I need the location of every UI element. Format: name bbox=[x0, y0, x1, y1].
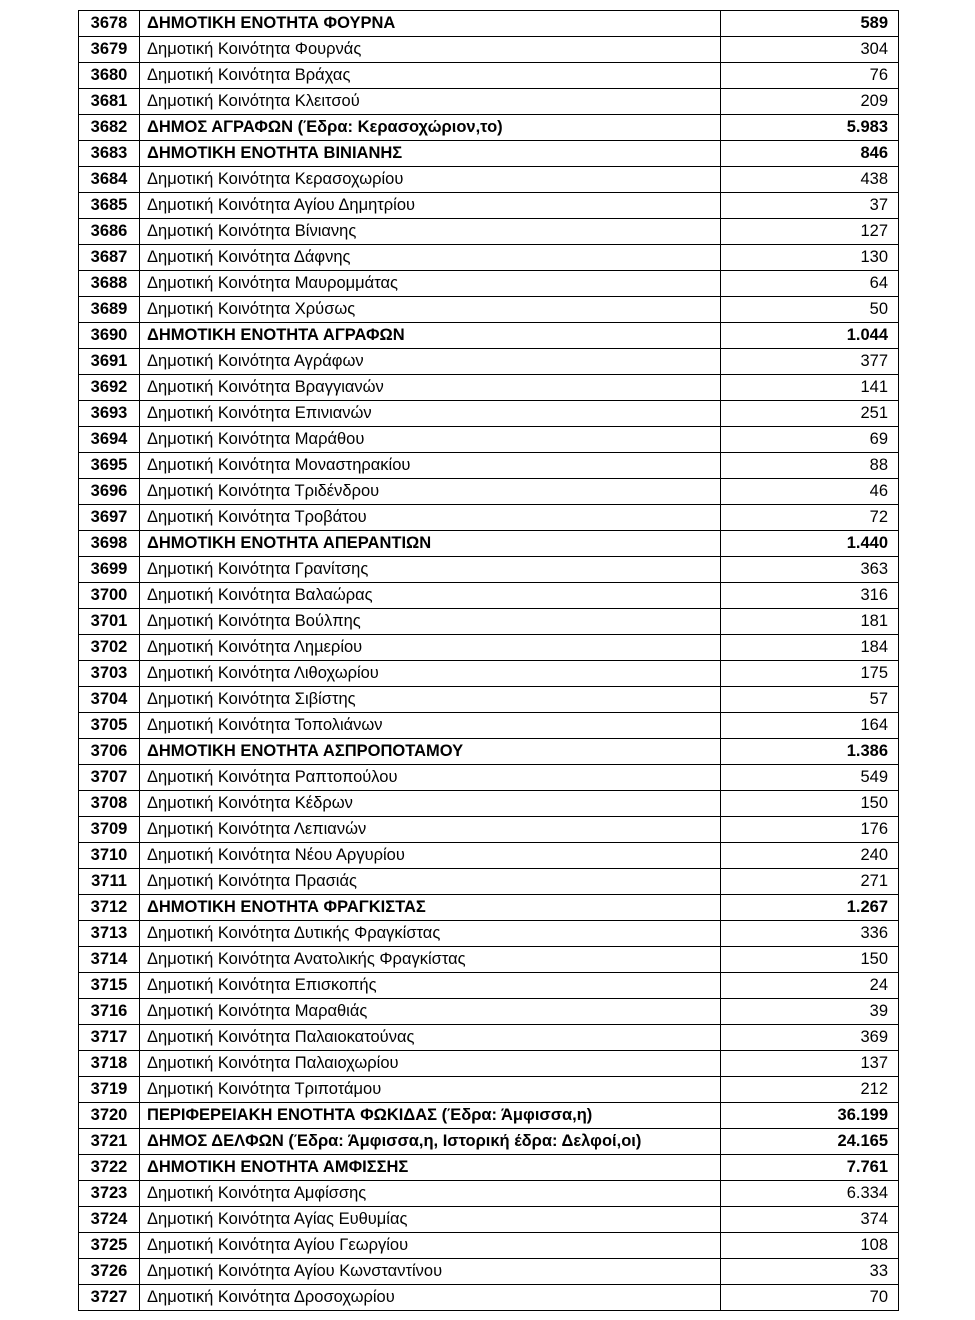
row-population: 846 bbox=[721, 141, 899, 167]
row-name: Δημοτική Κοινότητα Αγίου Κωνσταντίνου bbox=[140, 1259, 721, 1285]
row-code: 3682 bbox=[79, 115, 140, 141]
row-name: Δημοτική Κοινότητα Αγράφων bbox=[140, 349, 721, 375]
row-population: 37 bbox=[721, 193, 899, 219]
row-code: 3705 bbox=[79, 713, 140, 739]
row-name: Δημοτική Κοινότητα Γρανίτσης bbox=[140, 557, 721, 583]
row-code: 3717 bbox=[79, 1025, 140, 1051]
row-code: 3715 bbox=[79, 973, 140, 999]
table-row bbox=[79, 557, 899, 583]
table-row bbox=[79, 271, 899, 297]
row-name: Δημοτική Κοινότητα Ραπτοπούλου bbox=[140, 765, 721, 791]
row-code: 3690 bbox=[79, 323, 140, 349]
row-name: Δημοτική Κοινότητα Αγίου Δημητρίου bbox=[140, 193, 721, 219]
row-population: 64 bbox=[721, 271, 899, 297]
table-row bbox=[79, 505, 899, 531]
table-row bbox=[79, 583, 899, 609]
row-code: 3695 bbox=[79, 453, 140, 479]
row-name: Δημοτική Κοινότητα Φουρνάς bbox=[140, 37, 721, 63]
table-row bbox=[79, 1129, 899, 1155]
row-code: 3681 bbox=[79, 89, 140, 115]
row-name: Δημοτική Κοινότητα Ληµερίου bbox=[140, 635, 721, 661]
row-name: Δημοτική Κοινότητα Δάφνης bbox=[140, 245, 721, 271]
row-code: 3704 bbox=[79, 687, 140, 713]
table-row bbox=[79, 791, 899, 817]
row-name: ΔΗΜΟΤΙΚΗ ΕΝΟΤΗΤΑ ΑΣΠΡΟΠΟΤΑΜΟΥ bbox=[140, 739, 721, 765]
row-code: 3727 bbox=[79, 1285, 140, 1311]
table-row bbox=[79, 1025, 899, 1051]
row-name: Δημοτική Κοινότητα Βίνιανης bbox=[140, 219, 721, 245]
row-population: 33 bbox=[721, 1259, 899, 1285]
row-population: 181 bbox=[721, 609, 899, 635]
row-population: 316 bbox=[721, 583, 899, 609]
row-name: Δημοτική Κοινότητα Βράχας bbox=[140, 63, 721, 89]
row-code: 3714 bbox=[79, 947, 140, 973]
table-row bbox=[79, 375, 899, 401]
table-row bbox=[79, 323, 899, 349]
row-population: 336 bbox=[721, 921, 899, 947]
row-code: 3720 bbox=[79, 1103, 140, 1129]
row-code: 3694 bbox=[79, 427, 140, 453]
table-row bbox=[79, 817, 899, 843]
table-row bbox=[79, 609, 899, 635]
table-row bbox=[79, 843, 899, 869]
row-code: 3721 bbox=[79, 1129, 140, 1155]
row-code: 3702 bbox=[79, 635, 140, 661]
row-name: Δημοτική Κοινότητα Μοναστηρακίου bbox=[140, 453, 721, 479]
table-row bbox=[79, 401, 899, 427]
table-row bbox=[79, 1285, 899, 1311]
row-name: Δημοτική Κοινότητα Αγίου Γεωργίου bbox=[140, 1233, 721, 1259]
row-name: Δημοτική Κοινότητα Πρασιάς bbox=[140, 869, 721, 895]
table-row bbox=[79, 921, 899, 947]
row-name: Δημοτική Κοινότητα Παλαιοχωρίου bbox=[140, 1051, 721, 1077]
row-population: 438 bbox=[721, 167, 899, 193]
table-row bbox=[79, 427, 899, 453]
row-name: Δημοτική Κοινότητα Επινιανών bbox=[140, 401, 721, 427]
row-code: 3683 bbox=[79, 141, 140, 167]
table-row bbox=[79, 63, 899, 89]
row-code: 3680 bbox=[79, 63, 140, 89]
row-population: 212 bbox=[721, 1077, 899, 1103]
row-code: 3698 bbox=[79, 531, 140, 557]
row-population: 141 bbox=[721, 375, 899, 401]
row-population: 127 bbox=[721, 219, 899, 245]
row-name: Δημοτική Κοινότητα Παλαιοκατούνας bbox=[140, 1025, 721, 1051]
table-row bbox=[79, 739, 899, 765]
table-row bbox=[79, 219, 899, 245]
row-population: 88 bbox=[721, 453, 899, 479]
row-code: 3711 bbox=[79, 869, 140, 895]
table-body bbox=[79, 11, 899, 1311]
row-code: 3709 bbox=[79, 817, 140, 843]
row-name: Δημοτική Κοινότητα Κλειτσού bbox=[140, 89, 721, 115]
table-row bbox=[79, 1233, 899, 1259]
table-row bbox=[79, 1207, 899, 1233]
row-population: 369 bbox=[721, 1025, 899, 1051]
table-row bbox=[79, 115, 899, 141]
row-code: 3716 bbox=[79, 999, 140, 1025]
row-code: 3700 bbox=[79, 583, 140, 609]
row-name: ΔΗΜΟΤΙΚΗ ΕΝΟΤΗΤΑ ΑΓΡΑΦΩΝ bbox=[140, 323, 721, 349]
table-row bbox=[79, 687, 899, 713]
row-name: Δημοτική Κοινότητα Μαράθου bbox=[140, 427, 721, 453]
row-population: 549 bbox=[721, 765, 899, 791]
row-code: 3688 bbox=[79, 271, 140, 297]
row-name: ΔΗΜΟΤΙΚΗ ΕΝΟΤΗΤΑ ΒΙΝΙΑΝΗΣ bbox=[140, 141, 721, 167]
row-population: 39 bbox=[721, 999, 899, 1025]
row-name: Δημοτική Κοινότητα Λιθοχωρίου bbox=[140, 661, 721, 687]
row-code: 3703 bbox=[79, 661, 140, 687]
row-name: Δημοτική Κοινότητα Βούλπης bbox=[140, 609, 721, 635]
row-code: 3686 bbox=[79, 219, 140, 245]
row-name: Δημοτική Κοινότητα Ανατολικής Φραγκίστας bbox=[140, 947, 721, 973]
table-row bbox=[79, 947, 899, 973]
row-code: 3707 bbox=[79, 765, 140, 791]
row-population: 1.386 bbox=[721, 739, 899, 765]
row-population: 304 bbox=[721, 37, 899, 63]
row-population: 108 bbox=[721, 1233, 899, 1259]
row-population: 209 bbox=[721, 89, 899, 115]
table-row bbox=[79, 765, 899, 791]
row-name: Δημοτική Κοινότητα Λεπιανών bbox=[140, 817, 721, 843]
row-name: ΠΕΡΙΦΕΡΕΙΑΚΗ ΕΝΟΤΗΤΑ ΦΩΚΙΔΑΣ (Έδρα: Άμφισσα,η) bbox=[140, 1103, 721, 1129]
table-row bbox=[79, 713, 899, 739]
row-population: 251 bbox=[721, 401, 899, 427]
row-name: Δημοτική Κοινότητα Κερασοχωρίου bbox=[140, 167, 721, 193]
row-code: 3696 bbox=[79, 479, 140, 505]
row-name: Δημοτική Κοινότητα Σιβίστης bbox=[140, 687, 721, 713]
row-code: 3697 bbox=[79, 505, 140, 531]
row-population: 1.440 bbox=[721, 531, 899, 557]
table-row bbox=[79, 1051, 899, 1077]
row-code: 3693 bbox=[79, 401, 140, 427]
row-code: 3706 bbox=[79, 739, 140, 765]
row-population: 7.761 bbox=[721, 1155, 899, 1181]
table-row bbox=[79, 37, 899, 63]
table-row bbox=[79, 297, 899, 323]
row-name: ΔΗΜΟΣ ΑΓΡΑΦΩΝ (Έδρα: Κερασοχώριον,το) bbox=[140, 115, 721, 141]
row-name: Δημοτική Κοινότητα Δροσοχωρίου bbox=[140, 1285, 721, 1311]
row-code: 3725 bbox=[79, 1233, 140, 1259]
row-population: 24.165 bbox=[721, 1129, 899, 1155]
row-code: 3689 bbox=[79, 297, 140, 323]
row-name: Δημοτική Κοινότητα Μαραθιάς bbox=[140, 999, 721, 1025]
row-population: 24 bbox=[721, 973, 899, 999]
table-row bbox=[79, 973, 899, 999]
row-name: Δημοτική Κοινότητα Κέδρων bbox=[140, 791, 721, 817]
row-code: 3724 bbox=[79, 1207, 140, 1233]
table-row bbox=[79, 869, 899, 895]
row-name: ΔΗΜΟΤΙΚΗ ΕΝΟΤΗΤΑ ΑΠΕΡΑΝΤΙΩΝ bbox=[140, 531, 721, 557]
row-code: 3712 bbox=[79, 895, 140, 921]
table-row bbox=[79, 141, 899, 167]
row-code: 3685 bbox=[79, 193, 140, 219]
table-row bbox=[79, 635, 899, 661]
table-row bbox=[79, 167, 899, 193]
row-name: Δημοτική Κοινότητα Χρύσως bbox=[140, 297, 721, 323]
row-code: 3691 bbox=[79, 349, 140, 375]
row-code: 3699 bbox=[79, 557, 140, 583]
table-row bbox=[79, 245, 899, 271]
row-code: 3713 bbox=[79, 921, 140, 947]
row-code: 3722 bbox=[79, 1155, 140, 1181]
row-population: 271 bbox=[721, 869, 899, 895]
row-population: 70 bbox=[721, 1285, 899, 1311]
table-row bbox=[79, 349, 899, 375]
row-population: 589 bbox=[721, 11, 899, 37]
table-row bbox=[79, 193, 899, 219]
row-population: 377 bbox=[721, 349, 899, 375]
row-name: Δημοτική Κοινότητα Βραγγιανών bbox=[140, 375, 721, 401]
row-name: Δημοτική Κοινότητα Επισκοπής bbox=[140, 973, 721, 999]
row-name: Δημοτική Κοινότητα Τριδένδρου bbox=[140, 479, 721, 505]
table-row bbox=[79, 531, 899, 557]
row-population: 363 bbox=[721, 557, 899, 583]
row-name: ΔΗΜΟΤΙΚΗ ΕΝΟΤΗΤΑ ΦΡΑΓΚΙΣΤΑΣ bbox=[140, 895, 721, 921]
row-population: 76 bbox=[721, 63, 899, 89]
table-row bbox=[79, 661, 899, 687]
row-population: 57 bbox=[721, 687, 899, 713]
row-name: Δημοτική Κοινότητα Αμφίσσης bbox=[140, 1181, 721, 1207]
row-code: 3679 bbox=[79, 37, 140, 63]
row-code: 3726 bbox=[79, 1259, 140, 1285]
row-code: 3684 bbox=[79, 167, 140, 193]
row-name: Δημοτική Κοινότητα Τοπολιάνων bbox=[140, 713, 721, 739]
row-population: 72 bbox=[721, 505, 899, 531]
row-population: 150 bbox=[721, 947, 899, 973]
row-population: 36.199 bbox=[721, 1103, 899, 1129]
table-row bbox=[79, 1077, 899, 1103]
row-population: 6.334 bbox=[721, 1181, 899, 1207]
row-code: 3687 bbox=[79, 245, 140, 271]
row-code: 3710 bbox=[79, 843, 140, 869]
table-row bbox=[79, 1181, 899, 1207]
row-code: 3678 bbox=[79, 11, 140, 37]
population-table bbox=[78, 10, 899, 1311]
row-name: ΔΗΜΟΤΙΚΗ ΕΝΟΤΗΤΑ ΦΟΥΡΝΑ bbox=[140, 11, 721, 37]
table-row bbox=[79, 479, 899, 505]
row-code: 3708 bbox=[79, 791, 140, 817]
row-population: 69 bbox=[721, 427, 899, 453]
row-population: 5.983 bbox=[721, 115, 899, 141]
row-population: 164 bbox=[721, 713, 899, 739]
row-population: 46 bbox=[721, 479, 899, 505]
row-code: 3692 bbox=[79, 375, 140, 401]
table-row bbox=[79, 895, 899, 921]
row-name: Δημοτική Κοινότητα Δυτικής Φραγκίστας bbox=[140, 921, 721, 947]
row-population: 150 bbox=[721, 791, 899, 817]
row-population: 184 bbox=[721, 635, 899, 661]
row-name: Δημοτική Κοινότητα Τριποτάμου bbox=[140, 1077, 721, 1103]
row-name: ΔΗΜΟΤΙΚΗ ΕΝΟΤΗΤΑ ΑΜΦΙΣΣΗΣ bbox=[140, 1155, 721, 1181]
row-code: 3701 bbox=[79, 609, 140, 635]
table-row bbox=[79, 1155, 899, 1181]
table-row bbox=[79, 1259, 899, 1285]
row-name: ΔΗΜΟΣ ΔΕΛΦΩΝ (Έδρα: Άμφισσα,η, Ιστορική έδρα: Δελφοί,οι) bbox=[140, 1129, 721, 1155]
row-name: Δημοτική Κοινότητα Νέου Αργυρίου bbox=[140, 843, 721, 869]
row-population: 175 bbox=[721, 661, 899, 687]
row-code: 3719 bbox=[79, 1077, 140, 1103]
row-population: 176 bbox=[721, 817, 899, 843]
table-row bbox=[79, 999, 899, 1025]
table-row bbox=[79, 453, 899, 479]
table-row bbox=[79, 89, 899, 115]
row-population: 374 bbox=[721, 1207, 899, 1233]
row-population: 50 bbox=[721, 297, 899, 323]
row-population: 1.267 bbox=[721, 895, 899, 921]
row-population: 137 bbox=[721, 1051, 899, 1077]
row-code: 3718 bbox=[79, 1051, 140, 1077]
row-name: Δημοτική Κοινότητα Μαυρομμάτας bbox=[140, 271, 721, 297]
row-population: 1.044 bbox=[721, 323, 899, 349]
row-name: Δημοτική Κοινότητα Βαλαώρας bbox=[140, 583, 721, 609]
row-code: 3723 bbox=[79, 1181, 140, 1207]
row-name: Δημοτική Κοινότητα Αγίας Ευθυμίας bbox=[140, 1207, 721, 1233]
table-row bbox=[79, 11, 899, 37]
row-name: Δημοτική Κοινότητα Τροβάτου bbox=[140, 505, 721, 531]
table-row bbox=[79, 1103, 899, 1129]
row-population: 130 bbox=[721, 245, 899, 271]
row-population: 240 bbox=[721, 843, 899, 869]
